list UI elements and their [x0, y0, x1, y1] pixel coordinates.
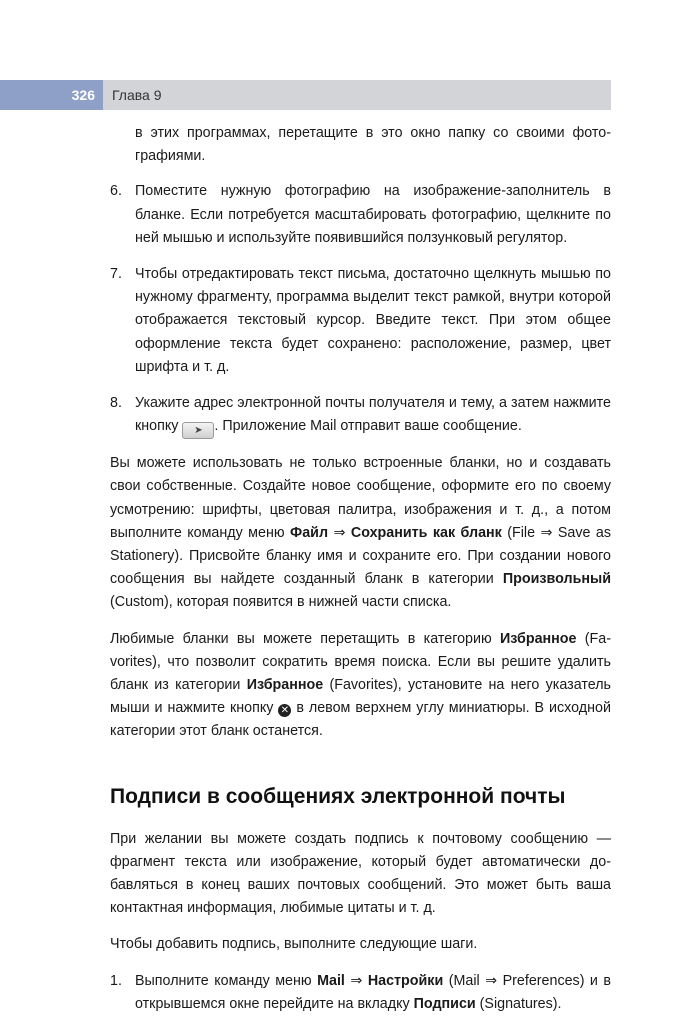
chapter-title: Глава 9: [103, 80, 611, 110]
list-number: 7.: [110, 266, 122, 283]
text-run: (Custom), которая появится в нижней части списка.: [110, 594, 452, 611]
menu-save-as-stationery: Сохранить как бланк: [350, 524, 502, 541]
category-custom: Произвольный: [502, 571, 611, 588]
text-run: (Mail ⇒ Preferences) и в открывшемся окне перейдите на вкладку: [135, 972, 611, 1012]
paragraph-steps-intro: Чтобы добавить подпись, выполните следующие шаги.: [110, 936, 478, 953]
tab-signatures: Подписи: [413, 995, 476, 1012]
section-heading: Подписи в сообщениях электронной почты: [110, 784, 566, 808]
list-item-1: [110, 970, 611, 1016]
text-run: Укажите адрес электронной почты получателя и тему, а затем нажмите кнопку: [135, 395, 611, 435]
list-text: Поместите нужную фотографию на изображение-заполнитель в бланке. Если потребуется масштабировать фотографию, щелкните по ней мышью и используйте появившийся ползунковый регулятор.: [135, 183, 611, 246]
send-icon: ➤: [182, 422, 214, 439]
list-number: 6.: [110, 183, 122, 200]
page-body: [110, 122, 611, 1029]
page-header: [0, 80, 611, 110]
list-item-7: [110, 263, 611, 379]
paragraph-signature-intro: При желании вы можете создать подпись к почтовому сообщению — фрагмент текста или изображение, который будет автоматически добавляться в конец ваших почтовых сообщений. Это может быть ваша контактная информация, любимые цитаты и т. д.: [110, 830, 611, 917]
text-run: . Приложение Mail отправит ваше сообщение.: [214, 418, 522, 435]
text-run: (Favorites), что позволит сократить время поиска. Если вы решите удалить бланк из категории: [110, 630, 611, 694]
list-number: 1.: [110, 972, 122, 989]
menu-preferences: Настройки: [367, 972, 444, 989]
text-run: Вы можете использовать не только встроенные бланки, но и создавать свои собственные. Создайте новое сообщение, оформите его по своему усмотрению: шрифты, цветовая палитра, изображения и т. д., а потом выполните команду меню: [110, 455, 611, 541]
list-item-8: [110, 392, 611, 439]
text-run: ⇒: [328, 524, 351, 541]
text-run: (Favorites), установите на него указатель мыши и нажмите кнопку: [110, 677, 611, 717]
paragraph-custom-stationery: [110, 452, 611, 614]
text-run: Любимые бланки вы можете перетащить в категорию: [110, 630, 500, 647]
text-run: (File ⇒ Save as Stationery). Присвойте бланку имя и сохраните его. При создании нового сообщения вы найдете созданный бланк в категории: [110, 524, 611, 588]
text-run: (Signatures).: [475, 995, 562, 1012]
text-run: Выполните команду меню: [135, 972, 318, 989]
page-number: 326: [0, 80, 103, 110]
list-text: [135, 392, 611, 439]
category-favorites: Избранное: [500, 630, 577, 647]
list-number: 8.: [110, 395, 122, 412]
menu-mail: Mail: [317, 972, 345, 989]
text-run: ⇒: [344, 972, 368, 989]
close-icon: ✕: [278, 704, 291, 717]
list-item-continuation: в этих программах, перетащите в это окно папку со своими фотографиями.: [135, 125, 611, 165]
list-text: [135, 970, 611, 1016]
menu-file: Файл: [290, 524, 329, 541]
list-item-6: [110, 180, 611, 250]
paragraph-favorites: [110, 628, 611, 744]
category-favorites: Избранное: [246, 677, 324, 694]
text-run: в левом верхнем углу миниатюры. В исходной категории этот бланк останется.: [110, 700, 611, 740]
list-text: Чтобы отредактировать текст письма, достаточно щелкнуть мышью по нужному фрагменту, программа выделит текст рамкой, внутри которой отображается текстовый курсор. Введите текст. При этом общее оформление текста будет сохранено: расположение, размер, цвет шрифта и т. д.: [135, 266, 611, 375]
